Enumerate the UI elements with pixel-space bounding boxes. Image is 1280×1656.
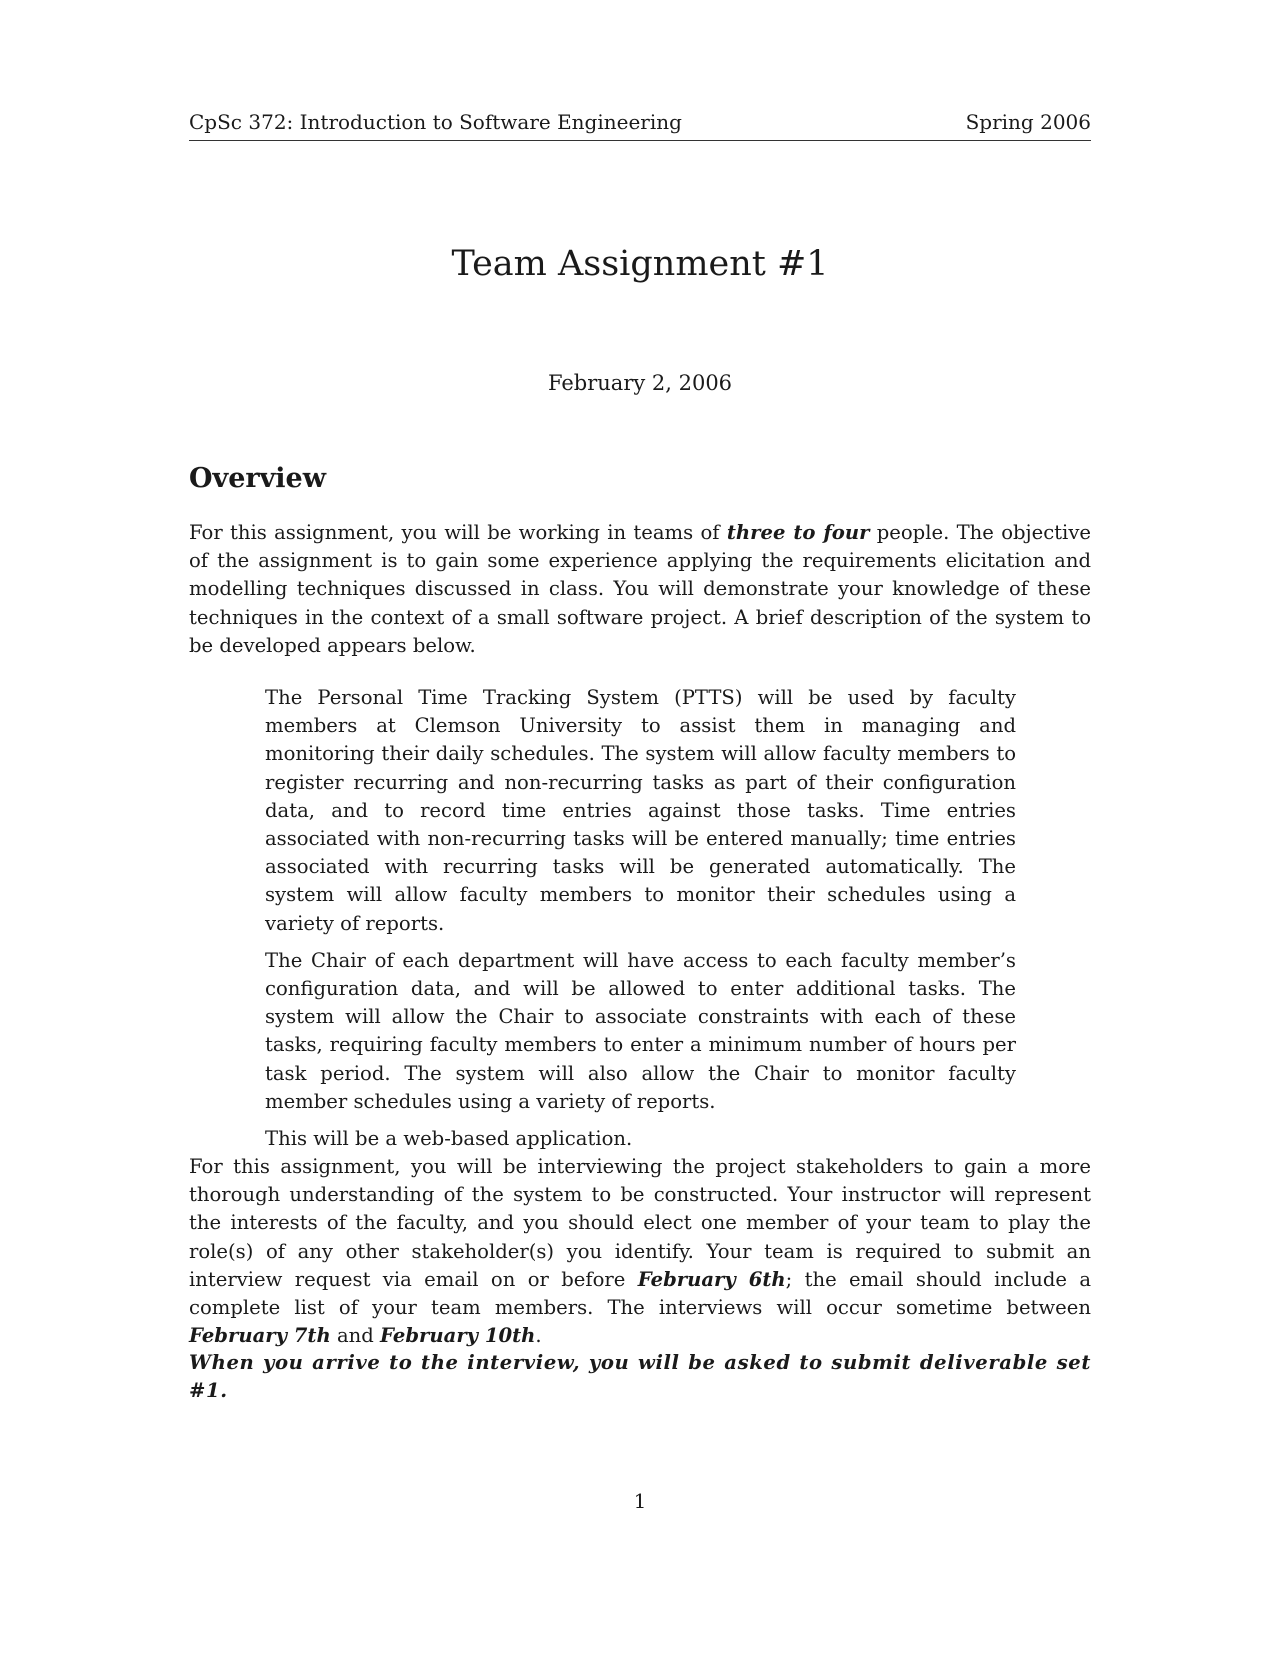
- interview-window-end: February 10th: [380, 1324, 536, 1348]
- intro-text-1: For this assignment, you will be working in teams of: [189, 521, 727, 544]
- description-paragraph: The Personal Time Tracking System (PTTS) will be used by faculty members at Clemson University to assist them in managing and monitoring their daily schedules. The system will allow faculty members to register recurring and non-recurring tasks as part of their configuration data, and to record time entries against those tasks. Time entries associated with non-recurring tasks will be entered manually; time entries associated with recurring tasks will be generated automatically. The system will allow faculty members to monitor their schedules using a variety of reports.: [265, 686, 1016, 935]
- intro-paragraph: [189, 519, 1091, 660]
- interviews-text-2: ; the email should include a complete list of your team members. The interviews will occur sometime between: [189, 1267, 1092, 1320]
- deliverable-note: When you arrive to the interview, you will be asked to submit deliverable set #1.: [189, 1351, 1091, 1403]
- interviews-text-1: For this assignment, you will be interviewing the project stakeholders to gain a more thorough understanding of the system to be constructed. Your instructor will represent the interests of the faculty, and you should elect one member of your team to play the role(s) of any other stakeholder(s) you identify. Your team is required to submit an interview request via email on or before: [189, 1155, 1091, 1291]
- system-description: [265, 684, 1016, 1162]
- request-deadline: February 6th: [637, 1267, 786, 1291]
- intro-text-2: people. The objective of the assignment is to gain some experience applying the requirements elicitation and modelling techniques discussed in class. You will demonstrate your knowledge of these techniques in the context of a small software project. A brief description of the system to be developed appears below.: [189, 521, 1091, 657]
- section-heading-overview: Overview: [189, 463, 326, 494]
- description-paragraph: The Chair of each department will have access to each faculty member’s configuration data, and will be allowed to enter additional tasks. The system will allow the Chair to associate constraints with each of these tasks, requiring faculty members to enter a minimum number of hours per task period. The system will also allow the Chair to monitor faculty member schedules using a variety of reports.: [265, 948, 1016, 1113]
- team-size-emphasis: three to four: [726, 521, 870, 544]
- interviews-text-3: and: [330, 1324, 381, 1348]
- document-title: Team Assignment #1: [451, 244, 829, 284]
- document-page: [189, 0, 1091, 1656]
- running-header: [189, 110, 1091, 141]
- course-title: CpSc 372: Introduction to Software Engineering: [189, 110, 682, 134]
- interviews-text-4: .: [535, 1324, 542, 1348]
- page-number: 1: [633, 1489, 647, 1513]
- description-paragraph: This will be a web-based application.: [265, 1127, 633, 1151]
- document-date: February 2, 2006: [547, 371, 733, 395]
- interview-window-start: February 7th: [189, 1324, 331, 1348]
- interviews-paragraph: [189, 1153, 1091, 1350]
- term-label: Spring 2006: [965, 110, 1091, 134]
